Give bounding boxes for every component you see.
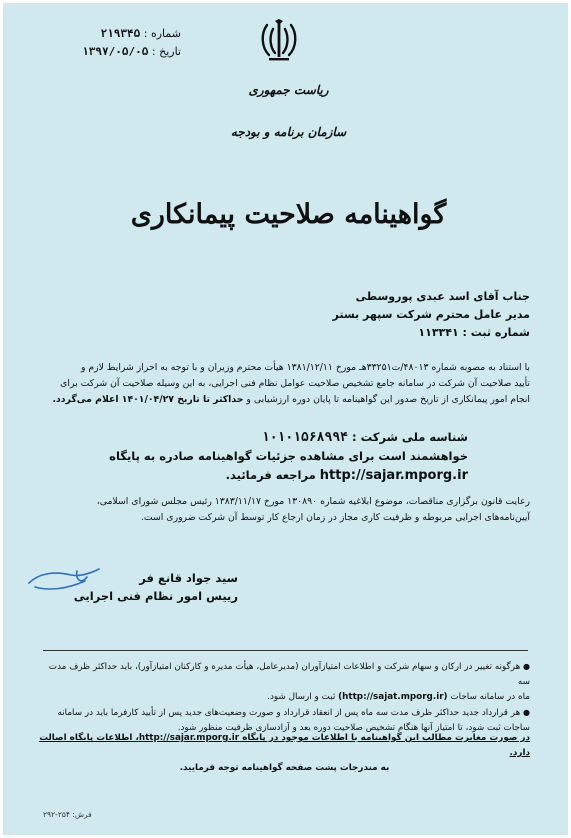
bullet-icon: ●: [523, 708, 530, 717]
national-id-row: [88, 428, 468, 447]
header-meta: [31, 25, 181, 61]
body-line: تأیید صلاحیت آن شرکت در سامانه جامع تشخیص صلاحیت عوامل نظام فنی اجرایی، به این وسیله صلاحیت آن شرکت برای: [60, 378, 530, 389]
note-text: ماه در سامانه ساجات: [450, 692, 530, 702]
note-item: [39, 705, 530, 721]
iran-emblem-icon: [259, 19, 299, 63]
request-end: مراجعه فرمائید.: [225, 468, 316, 482]
note-text: ثبت و ارسال شود.: [267, 692, 336, 702]
presidency-label: ریاست جمهوری: [248, 83, 329, 97]
compliance-line: آیین‌نامه‌های اجرایی مربوطه و ظرفیت کاری مجاز در زمان ارجاع کار توسط آن شرکت ضروری است.: [140, 512, 530, 523]
organization-label: سازمان برنامه و بودجه: [230, 125, 347, 139]
number-row: [31, 25, 181, 43]
date-row: [31, 43, 181, 61]
date-label: تاریخ :: [151, 45, 181, 58]
notes-block: [39, 659, 530, 736]
body-paragraph: [39, 360, 530, 408]
compliance-paragraph: [39, 494, 530, 526]
sajar-link[interactable]: http://sajar.mporg.ir: [319, 468, 468, 483]
body-line-deadline: حداکثر تا تاریخ ۱۴۰۱/۰۴/۲۷ اعلام می‌گردد.: [52, 394, 244, 405]
addressee-reg-number: شماره ثبت : ۱۱۳۳۴۱: [418, 326, 530, 339]
national-id-value: ۱۰۱۰۱۵۶۸۹۹۴: [261, 430, 348, 445]
registry-block: [88, 428, 468, 485]
request-line: خواهشمند است برای مشاهده جزئیات گواهینامه صادره به پایگاه: [109, 449, 468, 463]
form-code: فرش: ۲۵۴-۲۹۲: [43, 810, 92, 819]
notes-divider: [43, 650, 528, 651]
note-item: [39, 659, 530, 690]
note-item: ساجات ثبت شود، تا امتیاز آنها هنگام تشخیص صلاحیت دوره بعد و آزادسازی ظرفیت منظور شود.: [177, 723, 530, 733]
compliance-line: رعایت قانون برگزاری مناقصات، موضوع ابلاغیه شماره ۱۳۰۸۹۰ مورخ ۱۳۸۳/۱۱/۱۷ رئیس مجلس شورای اسلامی،: [96, 496, 530, 507]
sajat-link[interactable]: (http://sajat.mporg.ir): [338, 692, 448, 702]
body-line: با استناد به مصوبه شماره ۴۸۰۱۳/ت۳۳۲۵۱هـ مورخ ۱۳۸۱/۱۲/۱۱ هیأت محترم وزیران و با توجه به احراز شرایط لازم و: [80, 362, 530, 373]
validity-note: در صورت مغایرت مطالب این گواهینامه با اطلاعات موجود در پایگاه http://sajar.mporg.ir، اطلاعات پایگاه اصالت دارد.: [39, 733, 530, 758]
signatory-name: سید جواد قانع فر: [139, 571, 238, 585]
addressee-name: جناب آقای اسد عبدی پوروسطی: [355, 290, 530, 303]
body-line-text: انجام امور پیمانکاری از تاریخ صدور این گواهینامه تا پایان دوره ارزشیابی و: [246, 394, 530, 405]
national-id-label: شناسه ملی شرکت :: [352, 430, 468, 444]
note-text: هر قرارداد جدید حداکثر ظرف مدت سه ماه پس از انعقاد قرارداد و صورت وضعیت‌های جدید پس از تأیید کارفرما باید در سامانه: [57, 708, 521, 718]
request-url-row: [88, 466, 468, 485]
addressee-position: مدیر عامل محترم شرکت سپهر بستر: [332, 308, 530, 321]
note-item: [39, 690, 530, 705]
back-page-note: به مندرجات پشت صفحه گواهینامه توجه فرمایید.: [179, 763, 390, 773]
handwritten-signature: [25, 563, 103, 597]
bullet-icon: ●: [523, 662, 530, 671]
signatory-title: رییس امور نظام فنی اجرایی: [73, 589, 238, 603]
number-label: شماره :: [143, 27, 181, 40]
body-line: [39, 392, 530, 408]
number-value: ۲۱۹۳۴۵: [100, 27, 141, 40]
certificate-title: گواهینامه صلاحیت پیمانکاری: [130, 199, 447, 230]
note-text: هرگونه تغییر در ارکان و سهام شرکت و اطلاعات امتیازآوران (مدیرعامل، هیأت مدیره و کارکنان امتیازآور)، باید حداکثر ظرف مدت سه: [48, 662, 530, 687]
date-value: ۱۳۹۷/۰۵/۰۵: [82, 45, 149, 58]
